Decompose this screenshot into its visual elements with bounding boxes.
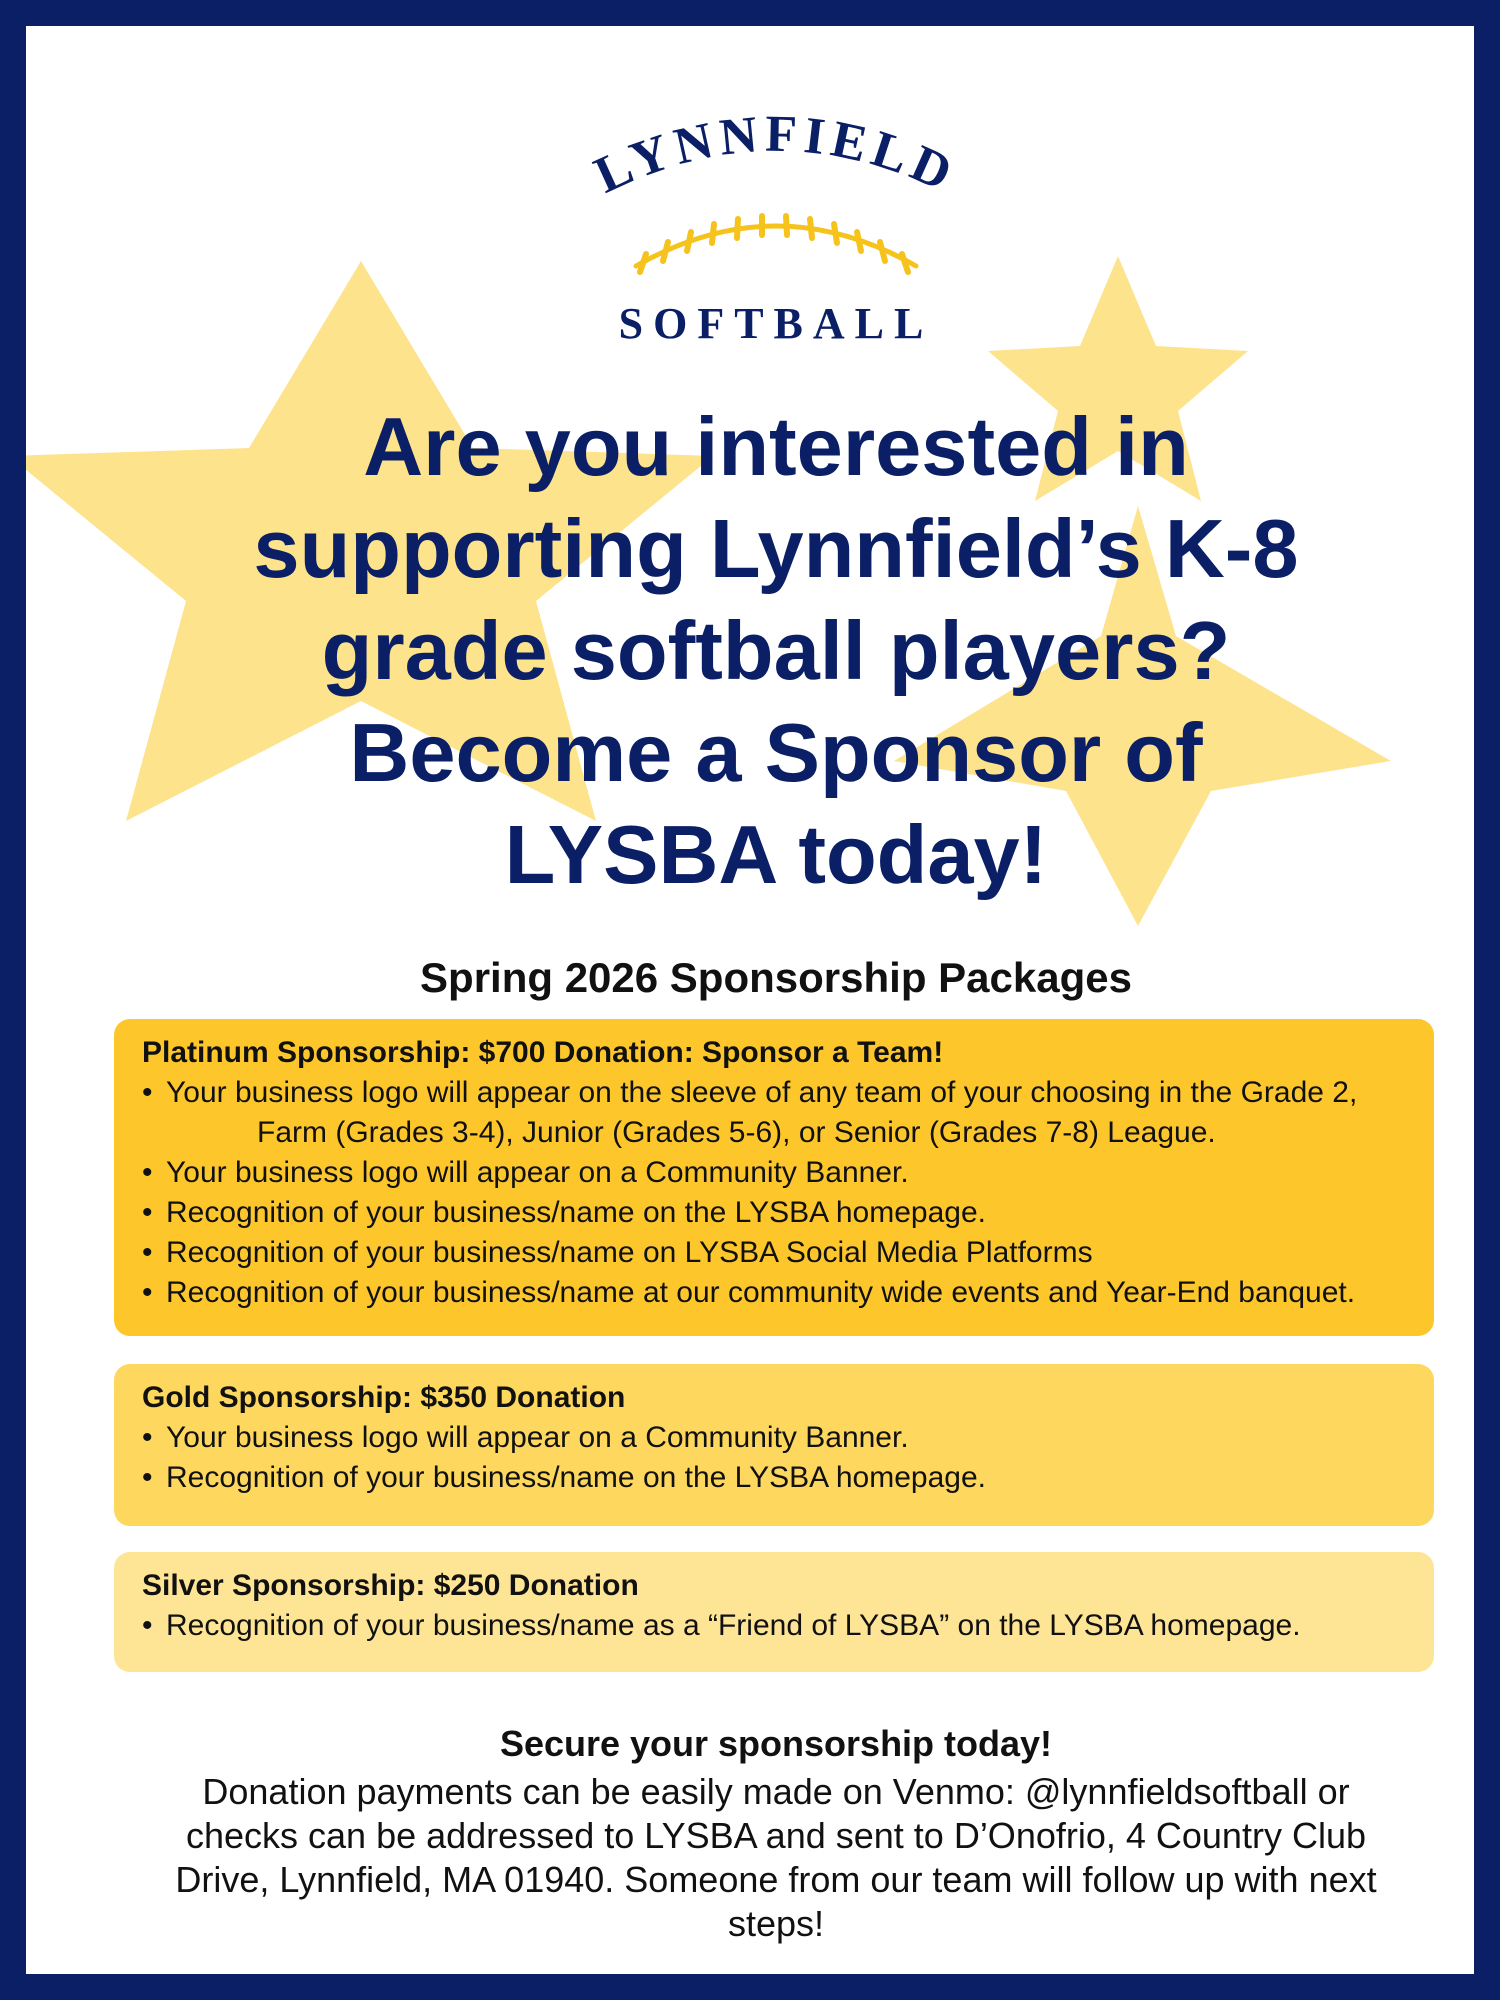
gold-benefits [142, 1418, 1434, 1498]
benefit-item: • Your business logo will appear on a Community Banner. [142, 1418, 1434, 1458]
headline-line: LYSBA today! [504, 808, 1048, 901]
bullet-icon: • [142, 1461, 153, 1494]
cta-body [106, 1770, 1446, 1946]
benefit-item: • Your business logo will appear on the sleeve of any team of your choosing in the Grade 2, Farm (Grades 3-4), Junior (Grades 5-6), or Senior (Grades 7-8) League. [142, 1073, 1434, 1153]
silver-title: Silver Sponsorship: $250 Donation [142, 1569, 639, 1602]
benefit-item: • Your business logo will appear on a Community Banner. [142, 1153, 1434, 1193]
benefit-item: • Recognition of your business/name on the LYSBA homepage. [142, 1193, 1434, 1233]
headline-line: grade softball players? [321, 604, 1231, 697]
bullet-icon: • [142, 1421, 153, 1454]
benefit-item: • Recognition of your business/name at our community wide events and Year-End banquet. [142, 1273, 1434, 1313]
lynnfield-softball-logo [546, 66, 1006, 366]
headline [106, 396, 1446, 906]
svg-text:LYNNFIELD [586, 106, 965, 205]
cta-line: steps! [727, 1903, 825, 1944]
cta-line: Drive, Lynnfield, MA 01940. Someone from our team will follow up with next [175, 1859, 1377, 1900]
benefit-item: • Recognition of your business/name on LYSBA Social Media Platforms [142, 1233, 1434, 1273]
bullet-icon: • [142, 1276, 153, 1309]
logo-arch-text: LYNNFIELD [586, 105, 966, 205]
bullet-icon: • [142, 1156, 153, 1189]
platinum-package [114, 1019, 1434, 1336]
benefit-continuation: Farm (Grades 3-4), Junior (Grades 5-6), or Senior (Grades 7-8) League. [257, 1116, 1216, 1149]
gold-title: Gold Sponsorship: $350 Donation [142, 1381, 626, 1414]
packages-title: Spring 2026 Sponsorship Packages [420, 954, 1132, 1001]
bullet-icon: • [142, 1609, 153, 1642]
call-to-action [106, 1722, 1446, 1946]
logo-sub-text: SOFTBALL [618, 299, 934, 348]
bullet-icon: • [142, 1236, 153, 1269]
platinum-title: Platinum Sponsorship: $700 Donation: Sponsor a Team! [142, 1036, 944, 1069]
headline-line: Are you interested in [363, 400, 1189, 493]
bullet-icon: • [142, 1076, 153, 1109]
headline-line: Become a Sponsor of [349, 706, 1203, 799]
platinum-benefits [142, 1073, 1434, 1313]
silver-benefits [142, 1606, 1434, 1646]
cta-title: Secure your sponsorship today! [499, 1723, 1053, 1764]
cta-line: checks can be addressed to LYSBA and sent to D’Onofrio, 4 Country Club [185, 1815, 1366, 1856]
softball-stitch-icon [636, 216, 916, 272]
bullet-icon: • [142, 1196, 153, 1229]
headline-line: supporting Lynnfield’s K-8 [253, 502, 1299, 595]
silver-package [114, 1552, 1434, 1672]
benefit-item: • Recognition of your business/name on the LYSBA homepage. [142, 1458, 1434, 1498]
gold-package [114, 1364, 1434, 1526]
cta-line: Donation payments can be easily made on Venmo: @lynnfieldsoftball or [202, 1771, 1350, 1812]
benefit-item: • Recognition of your business/name as a “Friend of LYSBA” on the LYSBA homepage. [142, 1606, 1434, 1646]
